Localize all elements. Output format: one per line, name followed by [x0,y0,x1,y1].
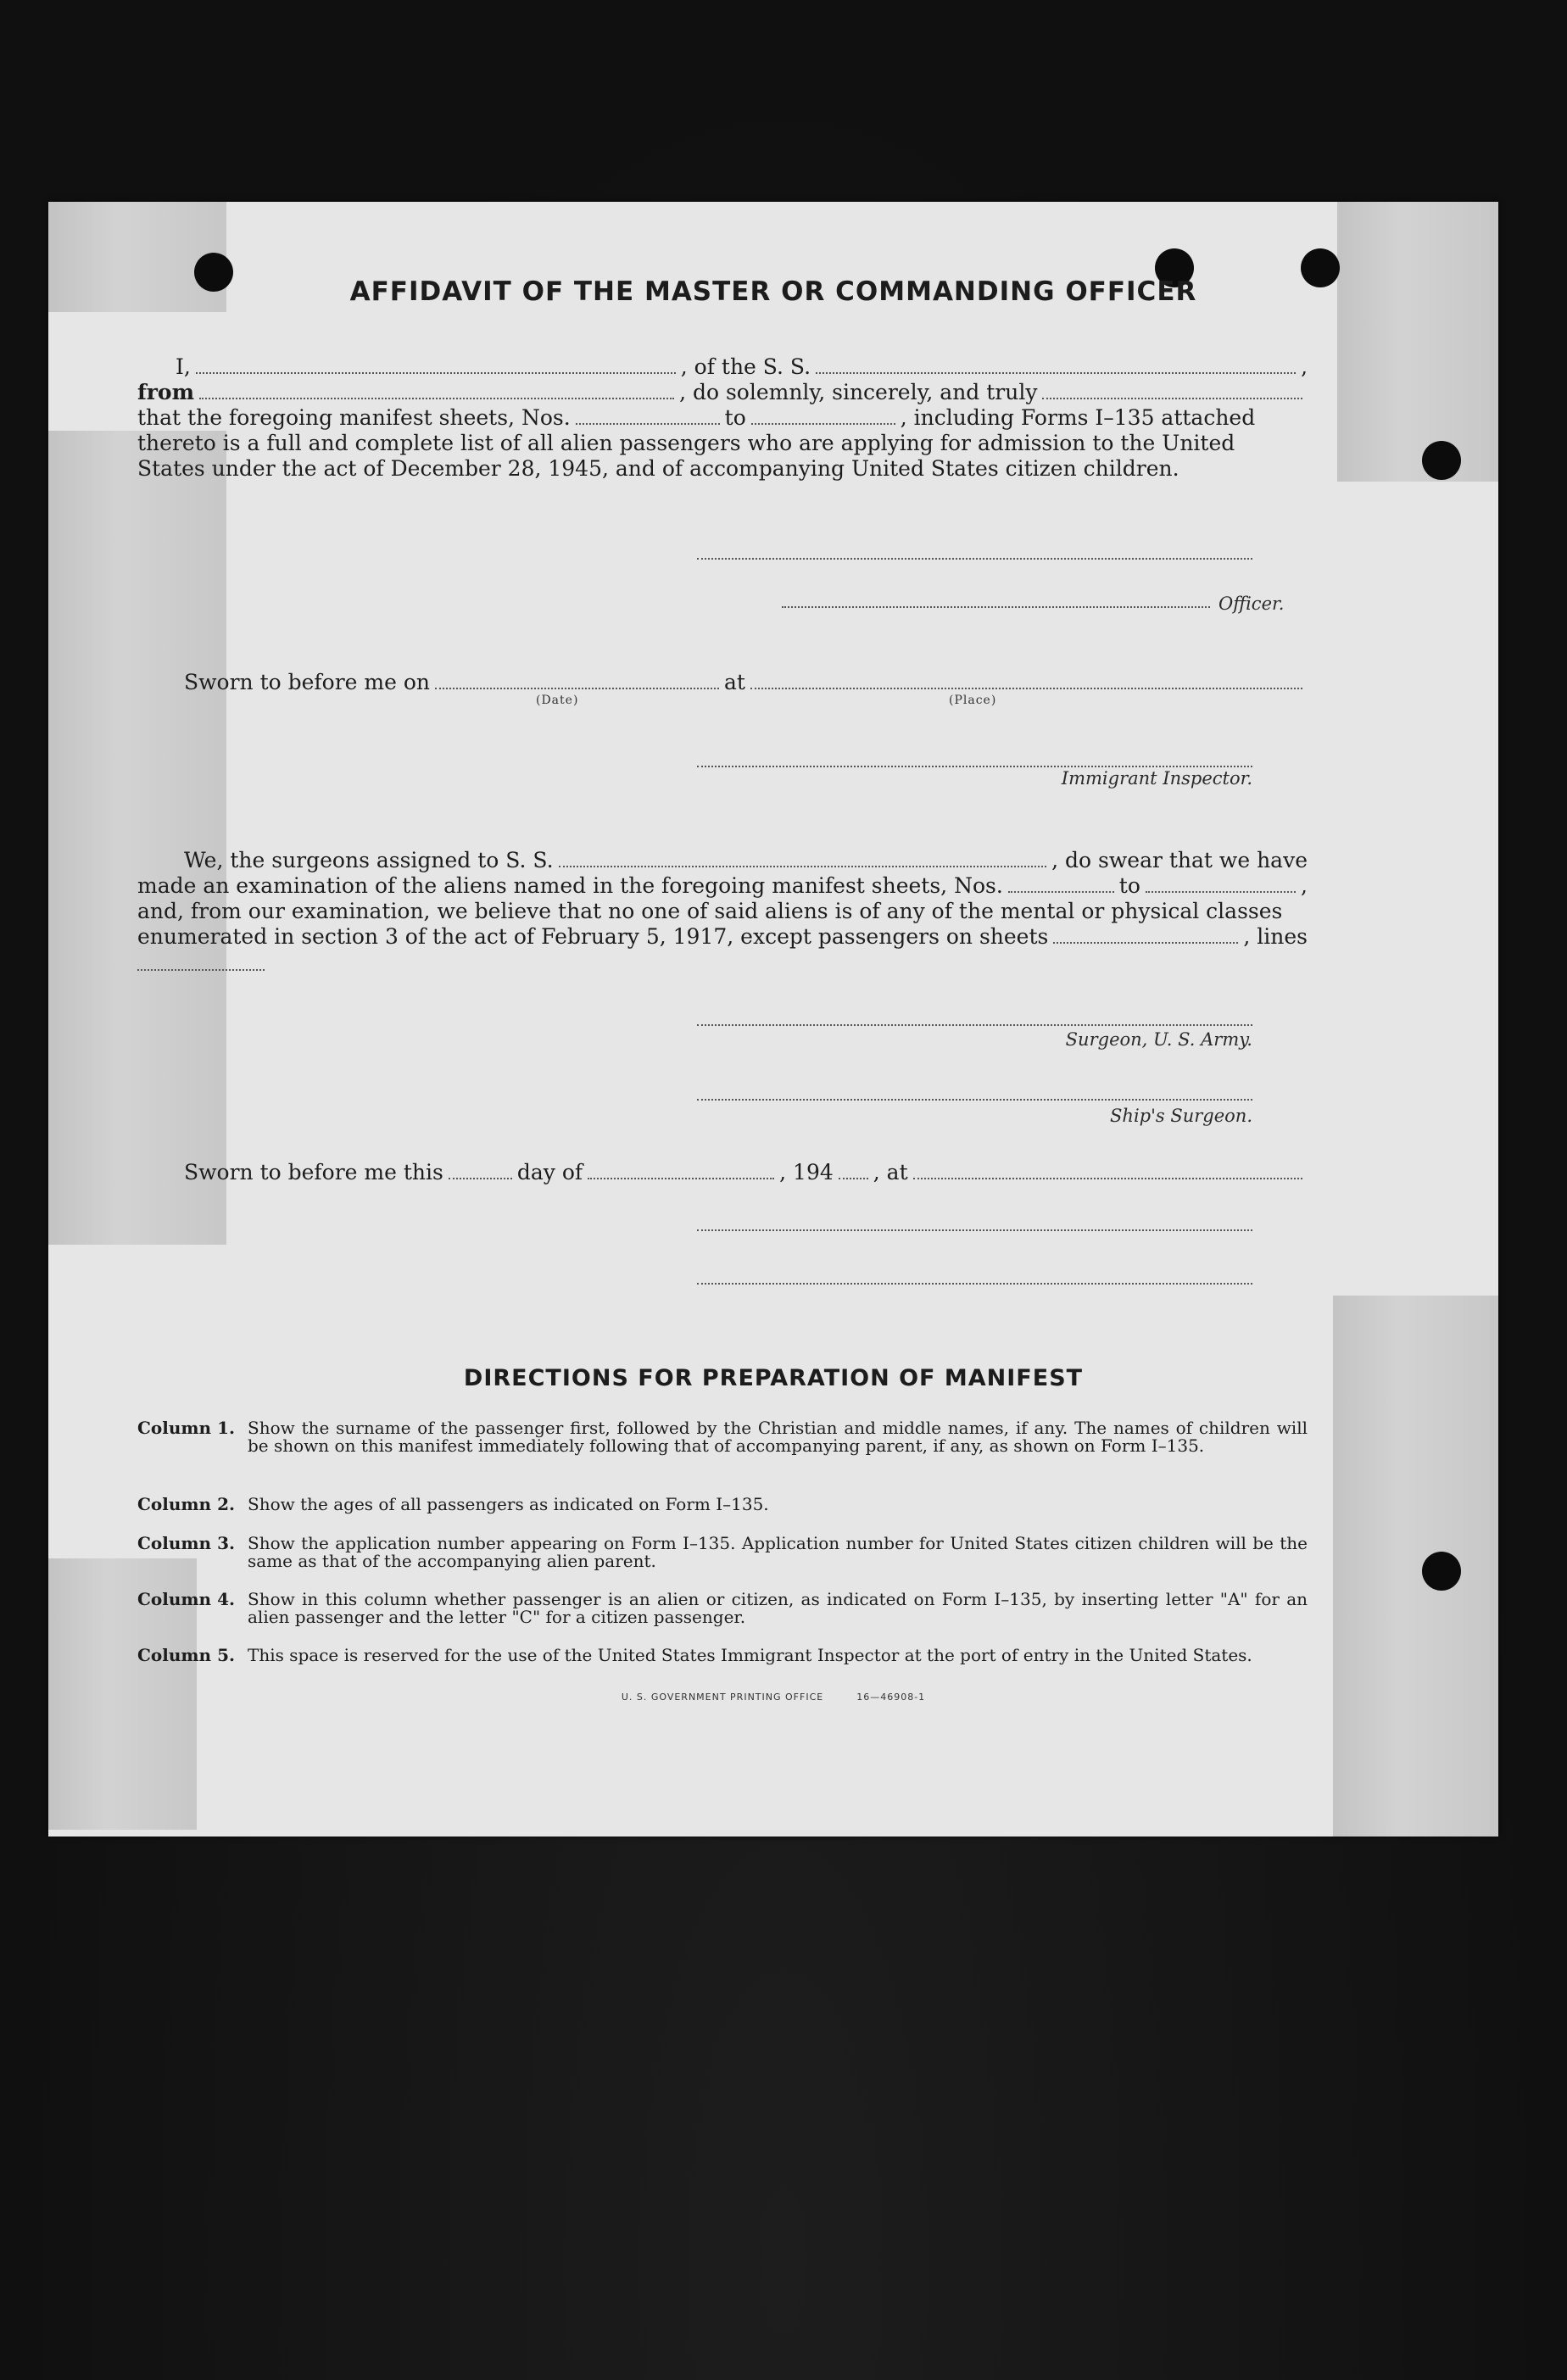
sheet-from-field[interactable] [576,408,720,425]
affidavit-line-5: States under the act of December 28, 1945, and of accompanying United States citizen children. [137,456,1179,481]
inspector-label: Immigrant Inspector. [1061,768,1252,789]
direction-row: Column 2. Show the ages of all passengers as indicated on Form I–135. [137,1494,769,1514]
except-sheets-field[interactable] [1053,927,1238,944]
ship-surgeon-label: Ship's Surgeon. [1110,1106,1252,1126]
from-port-field[interactable] [199,382,674,399]
tape-strip-left-mid [48,431,226,1245]
surgeons-line-3: and, from our examination, we believe that no one of said aliens is of any of the mental or physical classes [137,899,1283,923]
affidavit-line-3: that the foregoing manifest sheets, Nos. to , including Forms I–135 attached [137,405,1256,430]
army-surgeon-label: Surgeon, U. S. Army. [1065,1029,1252,1050]
sworn-line: Sworn to before me on at [137,670,1308,695]
sworn-location-field[interactable] [913,1162,1302,1179]
surgeon-ship-field[interactable] [559,850,1047,867]
place-caption: (Place) [949,694,997,707]
form-sheet [48,202,1498,1837]
sworn-place-field[interactable] [750,672,1302,689]
sworn-date-field[interactable] [435,672,719,689]
affidavit-line-4: thereto is a full and complete list of all alien passengers who are applying for admission to the United [137,431,1235,455]
affidavit-title: AFFIDAVIT OF THE MASTER OR COMMANDING OFFICER [349,276,1197,307]
lines-field[interactable] [137,969,265,971]
punch-hole [1422,1552,1461,1591]
surgeons-line-4: enumerated in section 3 of the act of February 5, 1917, except passengers on sheets , lines [137,924,1308,949]
punch-hole [1422,441,1461,480]
sworn-day-field[interactable] [449,1162,512,1179]
continuation-field[interactable] [1042,382,1302,399]
affidavit-line-1: I, , of the S. S. , [176,354,1308,379]
surgeon-sheet-from-field[interactable] [1008,876,1114,893]
direction-row: Column 4. Show in this column whether passenger is an alien or citizen, as indicated on Form I–135, by inserting letter "A" for an alien passenger and the letter "C" for a citizen passenger. [137,1589,1308,1627]
tape-strip-right-top [1337,202,1498,482]
officer-label: Officer. [1218,594,1285,614]
signature-line[interactable] [697,1229,1252,1231]
surgeons-line-2: made an examination of the aliens named in the foregoing manifest sheets, Nos. to , [137,873,1308,898]
surgeon-sheet-to-field[interactable] [1146,876,1296,893]
printer-footer: U. S. GOVERNMENT PRINTING OFFICE 16—46908-1 [621,1692,926,1703]
inspector-signature-line[interactable] [697,766,1252,767]
signature-line[interactable] [697,558,1252,560]
sheet-to-field[interactable] [751,408,895,425]
surgeons-line-1: We, the surgeons assigned to S. S. , do swear that we have [184,848,1308,872]
date-caption: (Date) [536,694,579,707]
name-field[interactable] [196,357,676,374]
direction-row: Column 3. Show the application number appearing on Form I–135. Application number for United States citizen children will be the same as that of the accompanying alien parent. [137,1533,1308,1571]
direction-row: Column 1. Show the surname of the passenger first, followed by the Christian and middle names, if any. The names of children will be shown on this manifest immediately following that of accompanying parent, if any, as shown on Form I–135. [137,1418,1308,1456]
sworn-year-field[interactable] [839,1162,868,1179]
sworn-line-2: Sworn to before me this day of , 194 , at [137,1160,1308,1185]
ship-surgeon-signature-line[interactable] [697,1099,1252,1101]
officer-signature-line[interactable] [782,606,1210,608]
ship-name-field[interactable] [816,357,1296,374]
affidavit-line-2: from , do solemnly, sincerely, and truly [137,380,1308,405]
army-surgeon-signature-line[interactable] [697,1024,1252,1026]
direction-row: Column 5. This space is reserved for the use of the United States Immigrant Inspector at the port of entry in the United States. [137,1645,1252,1665]
signature-line[interactable] [697,1283,1252,1285]
sworn-month-field[interactable] [588,1162,774,1179]
directions-title: DIRECTIONS FOR PREPARATION OF MANIFEST [463,1365,1084,1391]
